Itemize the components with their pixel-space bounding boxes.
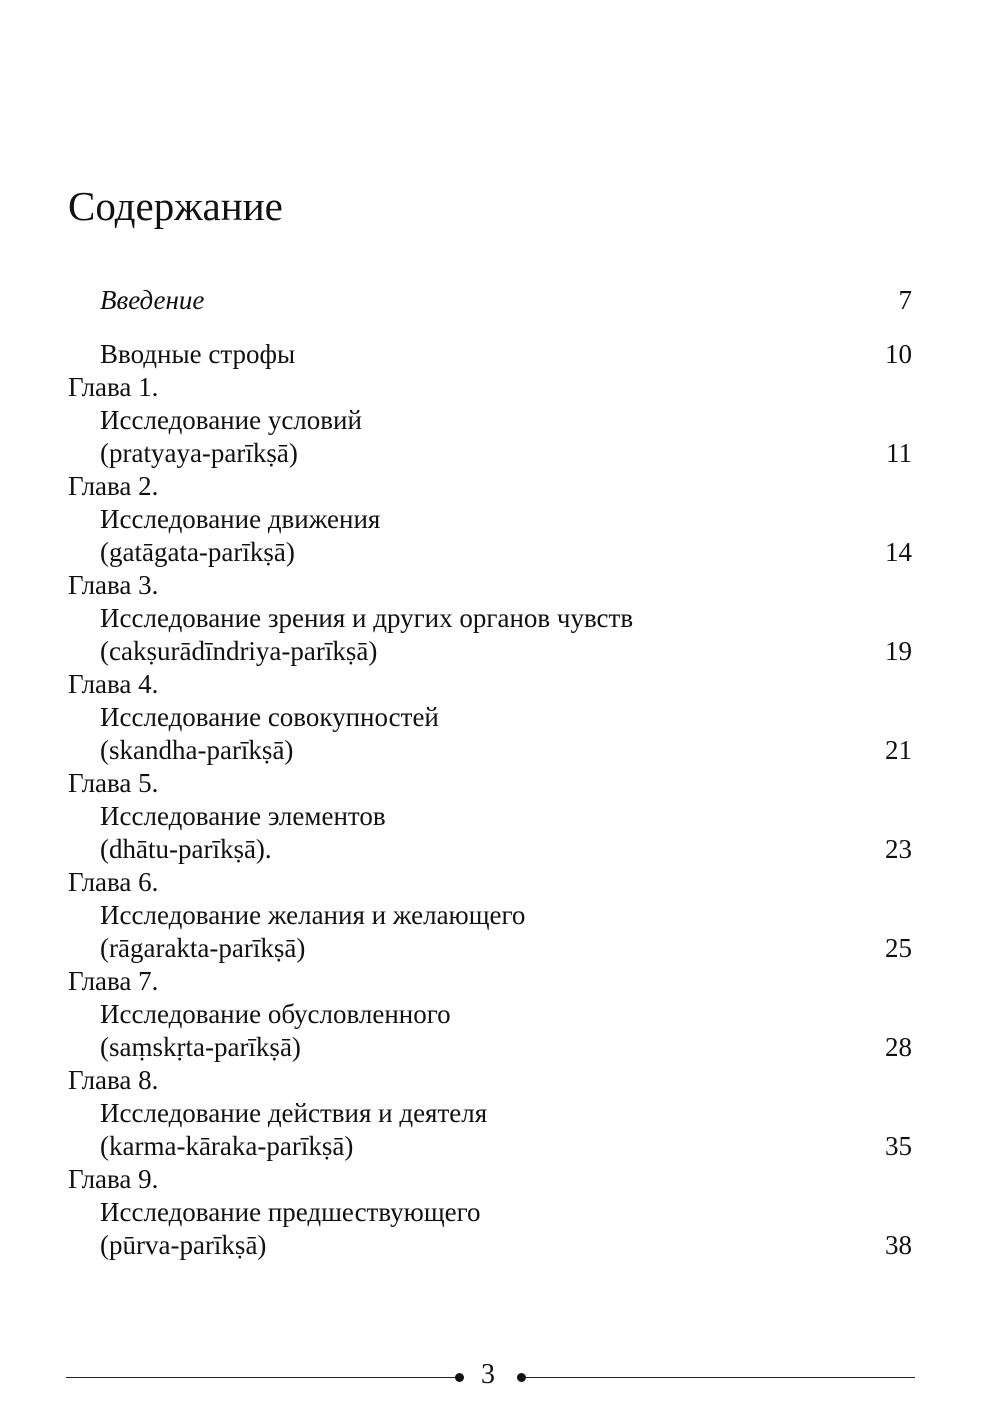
page-number: 3 bbox=[481, 1359, 495, 1390]
chapter-5-label: Глава 5. bbox=[68, 768, 159, 798]
chapter-7-title[interactable]: Исследование обусловленного bbox=[100, 999, 451, 1029]
page-title: Содержание bbox=[68, 183, 283, 229]
chapter-7-sanskrit: (saṃskṛta-parīkṣā) bbox=[100, 1032, 301, 1062]
chapter-5-page: 23 bbox=[885, 834, 912, 864]
chapter-6-title[interactable]: Исследование желания и желающего bbox=[100, 900, 526, 930]
chapter-6-label: Глава 6. bbox=[68, 867, 159, 897]
chapter-9-label: Глава 9. bbox=[68, 1164, 159, 1194]
toc-intro-label[interactable]: Введение bbox=[100, 285, 205, 315]
chapter-4-sanskrit: (skandha-parīkṣā) bbox=[100, 735, 294, 765]
chapter-2-title[interactable]: Исследование движения bbox=[100, 504, 381, 534]
chapter-9-sanskrit: (pūrva-parīkṣā) bbox=[100, 1230, 267, 1260]
chapter-3-page: 19 bbox=[885, 636, 912, 666]
chapter-5-sanskrit: (dhātu-parīkṣā). bbox=[100, 834, 272, 864]
chapter-2-label: Глава 2. bbox=[68, 471, 159, 501]
chapter-1-page: 11 bbox=[886, 438, 912, 468]
chapter-9-page: 38 bbox=[885, 1230, 912, 1260]
chapter-4-page: 21 bbox=[885, 735, 912, 765]
chapter-3-sanskrit: (cakṣurādīndriya-parīkṣā) bbox=[100, 636, 378, 666]
chapter-1-sanskrit: (pratyaya-parīkṣā) bbox=[100, 438, 298, 468]
chapter-8-title[interactable]: Исследование действия и деятеля bbox=[100, 1098, 488, 1128]
chapter-6-page: 25 bbox=[885, 933, 912, 963]
chapter-3-label: Глава 3. bbox=[68, 570, 159, 600]
footer-dot-left-icon bbox=[455, 1373, 464, 1382]
chapter-6-sanskrit: (rāgarakta-parīkṣā) bbox=[100, 933, 306, 963]
chapter-8-sanskrit: (karma-kāraka-parīkṣā) bbox=[100, 1131, 354, 1161]
chapter-4-title[interactable]: Исследование совокупностей bbox=[100, 702, 439, 732]
chapter-8-label: Глава 8. bbox=[68, 1065, 159, 1095]
chapter-1-label: Глава 1. bbox=[68, 372, 159, 402]
chapter-2-sanskrit: (gatāgata-parīkṣā) bbox=[100, 537, 295, 567]
chapter-8-page: 35 bbox=[885, 1131, 912, 1161]
chapter-4-label: Глава 4. bbox=[68, 669, 159, 699]
chapter-7-page: 28 bbox=[885, 1032, 912, 1062]
toc-opening-label[interactable]: Вводные строфы bbox=[100, 339, 296, 369]
toc-intro-page: 7 bbox=[898, 285, 912, 315]
toc-opening-page: 10 bbox=[885, 339, 912, 369]
chapter-3-title[interactable]: Исследование зрения и других органов чувств bbox=[100, 603, 634, 633]
chapter-9-title[interactable]: Исследование предшествующего bbox=[100, 1197, 481, 1227]
chapter-2-page: 14 bbox=[885, 537, 912, 567]
footer-rule-left bbox=[66, 1377, 460, 1378]
chapter-7-label: Глава 7. bbox=[68, 966, 159, 996]
chapter-5-title[interactable]: Исследование элементов bbox=[100, 801, 386, 831]
footer-rule-right bbox=[522, 1377, 915, 1378]
chapter-1-title[interactable]: Исследование условий bbox=[100, 405, 362, 435]
